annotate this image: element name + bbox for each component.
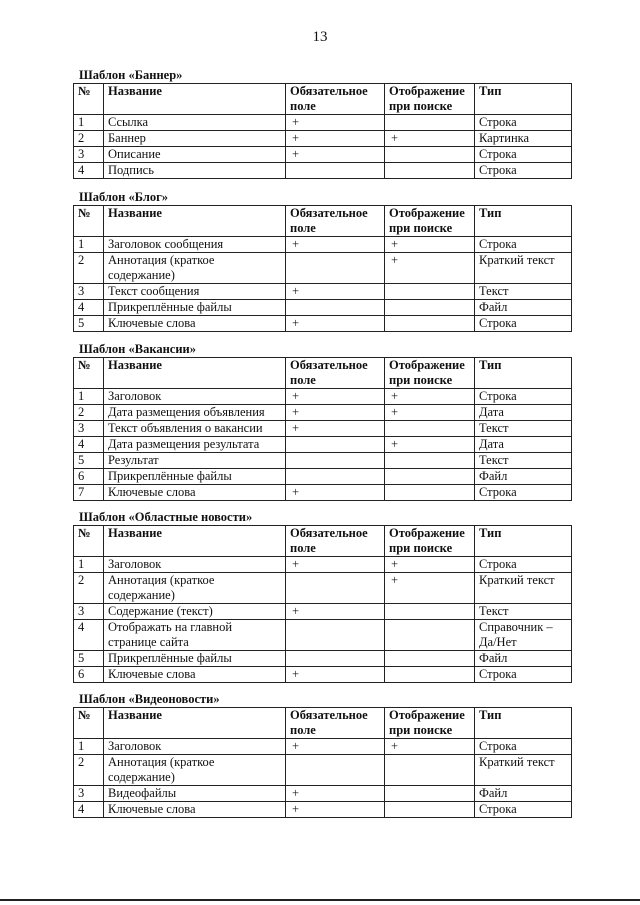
table-row: [74, 253, 572, 284]
table-row: [74, 573, 572, 604]
header-name: Название: [104, 526, 286, 557]
cell-num: 6: [74, 667, 104, 683]
cell-type: Краткий текст: [475, 755, 572, 786]
cell-num: 5: [74, 651, 104, 667]
cell-num: 1: [74, 389, 104, 405]
cell-search: [385, 620, 475, 651]
section-title: Шаблон «Блог»: [79, 190, 169, 204]
table-row: [74, 651, 572, 667]
cell-num: 3: [74, 421, 104, 437]
table-header-row: [74, 84, 572, 115]
cell-num: 4: [74, 163, 104, 179]
table-row: [74, 755, 572, 786]
section-title: Шаблон «Вакансии»: [79, 342, 197, 356]
cell-num: 2: [74, 253, 104, 284]
cell-search: +: [385, 253, 475, 284]
cell-type: Строка: [475, 485, 572, 501]
cell-name: Ключевые слова: [104, 485, 286, 501]
cell-num: 6: [74, 469, 104, 485]
section-banner: [73, 68, 571, 179]
cell-name: Ключевые слова: [104, 802, 286, 818]
cell-name: Прикреплённые файлы: [104, 300, 286, 316]
table-row: [74, 284, 572, 300]
cell-type: Краткий текст: [475, 253, 572, 284]
cell-num: 2: [74, 131, 104, 147]
cell-required: [286, 437, 385, 453]
cell-num: 4: [74, 802, 104, 818]
table-row: [74, 557, 572, 573]
cell-search: [385, 421, 475, 437]
cell-name: Аннотация (краткое содержание): [104, 253, 286, 284]
cell-name: Заголовок: [104, 557, 286, 573]
cell-search: [385, 651, 475, 667]
section-vacancies: [73, 342, 571, 501]
table-row: [74, 485, 572, 501]
cell-search: +: [385, 557, 475, 573]
table-row: [74, 405, 572, 421]
cell-type: Строка: [475, 389, 572, 405]
cell-name: Текст сообщения: [104, 284, 286, 300]
cell-required: [286, 469, 385, 485]
header-name: Название: [104, 358, 286, 389]
cell-required: +: [286, 485, 385, 501]
bottom-rule: [0, 899, 640, 901]
cell-required: +: [286, 557, 385, 573]
cell-type: Файл: [475, 300, 572, 316]
header-type: Тип: [475, 84, 572, 115]
header-required: Обязательное поле: [286, 526, 385, 557]
header-search: Отображение при поиске: [385, 206, 475, 237]
cell-required: +: [286, 237, 385, 253]
cell-search: [385, 802, 475, 818]
cell-name: Заголовок: [104, 739, 286, 755]
cell-name: Видеофайлы: [104, 786, 286, 802]
table-row: [74, 237, 572, 253]
cell-search: +: [385, 437, 475, 453]
cell-type: Файл: [475, 469, 572, 485]
cell-required: +: [286, 147, 385, 163]
cell-name: Ссылка: [104, 115, 286, 131]
table-row: [74, 147, 572, 163]
table-row: [74, 131, 572, 147]
cell-required: [286, 163, 385, 179]
cell-type: Файл: [475, 786, 572, 802]
section-title: Шаблон «Баннер»: [79, 68, 183, 82]
table-row: [74, 163, 572, 179]
cell-required: [286, 755, 385, 786]
cell-num: 3: [74, 786, 104, 802]
section-title: Шаблон «Областные новости»: [79, 510, 253, 524]
cell-required: [286, 651, 385, 667]
cell-num: 1: [74, 115, 104, 131]
cell-required: +: [286, 739, 385, 755]
cell-name: Аннотация (краткое содержание): [104, 755, 286, 786]
table-row: [74, 115, 572, 131]
cell-name: Дата размещения результата: [104, 437, 286, 453]
cell-name: Прикреплённые файлы: [104, 469, 286, 485]
header-required: Обязательное поле: [286, 84, 385, 115]
cell-num: 3: [74, 284, 104, 300]
cell-search: [385, 300, 475, 316]
cell-type: Дата: [475, 437, 572, 453]
header-type: Тип: [475, 358, 572, 389]
header-name: Название: [104, 206, 286, 237]
header-required: Обязательное поле: [286, 206, 385, 237]
cell-required: +: [286, 421, 385, 437]
cell-required: +: [286, 802, 385, 818]
cell-name: Баннер: [104, 131, 286, 147]
cell-num: 4: [74, 620, 104, 651]
header-required: Обязательное поле: [286, 708, 385, 739]
cell-num: 1: [74, 557, 104, 573]
cell-type: Строка: [475, 237, 572, 253]
cell-search: [385, 485, 475, 501]
cell-search: [385, 115, 475, 131]
cell-required: [286, 300, 385, 316]
header-num: №: [74, 526, 104, 557]
cell-name: Подпись: [104, 163, 286, 179]
cell-search: [385, 667, 475, 683]
page-number: 13: [312, 29, 328, 45]
cell-required: +: [286, 316, 385, 332]
table-row: [74, 786, 572, 802]
cell-search: +: [385, 131, 475, 147]
cell-name: Текст объявления о вакансии: [104, 421, 286, 437]
cell-num: 3: [74, 147, 104, 163]
header-name: Название: [104, 708, 286, 739]
cell-type: Текст: [475, 421, 572, 437]
header-num: №: [74, 84, 104, 115]
cell-num: 4: [74, 437, 104, 453]
cell-num: 2: [74, 573, 104, 604]
section-title: Шаблон «Видеоновости»: [79, 692, 220, 706]
header-required: Обязательное поле: [286, 358, 385, 389]
table-row: [74, 453, 572, 469]
cell-type: Строка: [475, 667, 572, 683]
cell-num: 5: [74, 316, 104, 332]
table-row: [74, 604, 572, 620]
cell-num: 4: [74, 300, 104, 316]
header-search: Отображение при поиске: [385, 708, 475, 739]
cell-required: [286, 453, 385, 469]
table-header-row: [74, 206, 572, 237]
table-row: [74, 389, 572, 405]
cell-search: +: [385, 237, 475, 253]
section-video-news: [73, 692, 571, 818]
template-table: [73, 525, 572, 683]
cell-required: +: [286, 405, 385, 421]
header-type: Тип: [475, 206, 572, 237]
cell-name: Прикреплённые файлы: [104, 651, 286, 667]
cell-search: [385, 604, 475, 620]
header-num: №: [74, 358, 104, 389]
cell-required: [286, 253, 385, 284]
cell-name: Ключевые слова: [104, 667, 286, 683]
cell-search: +: [385, 739, 475, 755]
template-table: [73, 357, 572, 501]
cell-num: 1: [74, 739, 104, 755]
header-num: №: [74, 708, 104, 739]
cell-required: +: [286, 604, 385, 620]
cell-type: Строка: [475, 802, 572, 818]
cell-name: Дата размещения объявления: [104, 405, 286, 421]
cell-search: [385, 453, 475, 469]
cell-num: 2: [74, 405, 104, 421]
table-row: [74, 437, 572, 453]
cell-name: Описание: [104, 147, 286, 163]
table-row: [74, 667, 572, 683]
table-header-row: [74, 708, 572, 739]
cell-type: Строка: [475, 147, 572, 163]
cell-search: [385, 163, 475, 179]
cell-name: Аннотация (краткое содержание): [104, 573, 286, 604]
header-name: Название: [104, 84, 286, 115]
cell-type: Справочник – Да/Нет: [475, 620, 572, 651]
cell-type: Строка: [475, 739, 572, 755]
cell-search: [385, 786, 475, 802]
cell-search: [385, 284, 475, 300]
cell-name: Заголовок: [104, 389, 286, 405]
template-table: [73, 707, 572, 818]
cell-required: [286, 573, 385, 604]
cell-required: [286, 620, 385, 651]
cell-type: Текст: [475, 284, 572, 300]
cell-num: 1: [74, 237, 104, 253]
cell-name: Ключевые слова: [104, 316, 286, 332]
cell-required: +: [286, 786, 385, 802]
cell-search: +: [385, 389, 475, 405]
cell-name: Заголовок сообщения: [104, 237, 286, 253]
table-header-row: [74, 526, 572, 557]
cell-search: +: [385, 573, 475, 604]
cell-search: [385, 469, 475, 485]
cell-search: [385, 316, 475, 332]
cell-type: Краткий текст: [475, 573, 572, 604]
template-table: [73, 205, 572, 332]
cell-required: +: [286, 131, 385, 147]
cell-type: Строка: [475, 115, 572, 131]
cell-required: +: [286, 115, 385, 131]
header-search: Отображение при поиске: [385, 84, 475, 115]
cell-type: Текст: [475, 453, 572, 469]
table-row: [74, 300, 572, 316]
section-regional-news: [73, 510, 571, 683]
cell-required: +: [286, 284, 385, 300]
cell-search: +: [385, 405, 475, 421]
table-row: [74, 316, 572, 332]
cell-type: Картинка: [475, 131, 572, 147]
cell-search: [385, 755, 475, 786]
cell-type: Текст: [475, 604, 572, 620]
cell-num: 5: [74, 453, 104, 469]
cell-type: Строка: [475, 163, 572, 179]
cell-num: 7: [74, 485, 104, 501]
header-type: Тип: [475, 526, 572, 557]
template-table: [73, 83, 572, 179]
cell-required: +: [286, 667, 385, 683]
cell-type: Дата: [475, 405, 572, 421]
cell-type: Файл: [475, 651, 572, 667]
header-search: Отображение при поиске: [385, 358, 475, 389]
table-row: [74, 620, 572, 651]
header-type: Тип: [475, 708, 572, 739]
table-row: [74, 421, 572, 437]
section-blog: [73, 190, 571, 332]
cell-search: [385, 147, 475, 163]
cell-type: Строка: [475, 557, 572, 573]
table-header-row: [74, 358, 572, 389]
table-row: [74, 469, 572, 485]
header-num: №: [74, 206, 104, 237]
header-search: Отображение при поиске: [385, 526, 475, 557]
cell-name: Результат: [104, 453, 286, 469]
cell-num: 3: [74, 604, 104, 620]
table-row: [74, 802, 572, 818]
cell-name: Отображать на главной странице сайта: [104, 620, 286, 651]
cell-required: +: [286, 389, 385, 405]
cell-num: 2: [74, 755, 104, 786]
cell-name: Содержание (текст): [104, 604, 286, 620]
table-row: [74, 739, 572, 755]
cell-type: Строка: [475, 316, 572, 332]
